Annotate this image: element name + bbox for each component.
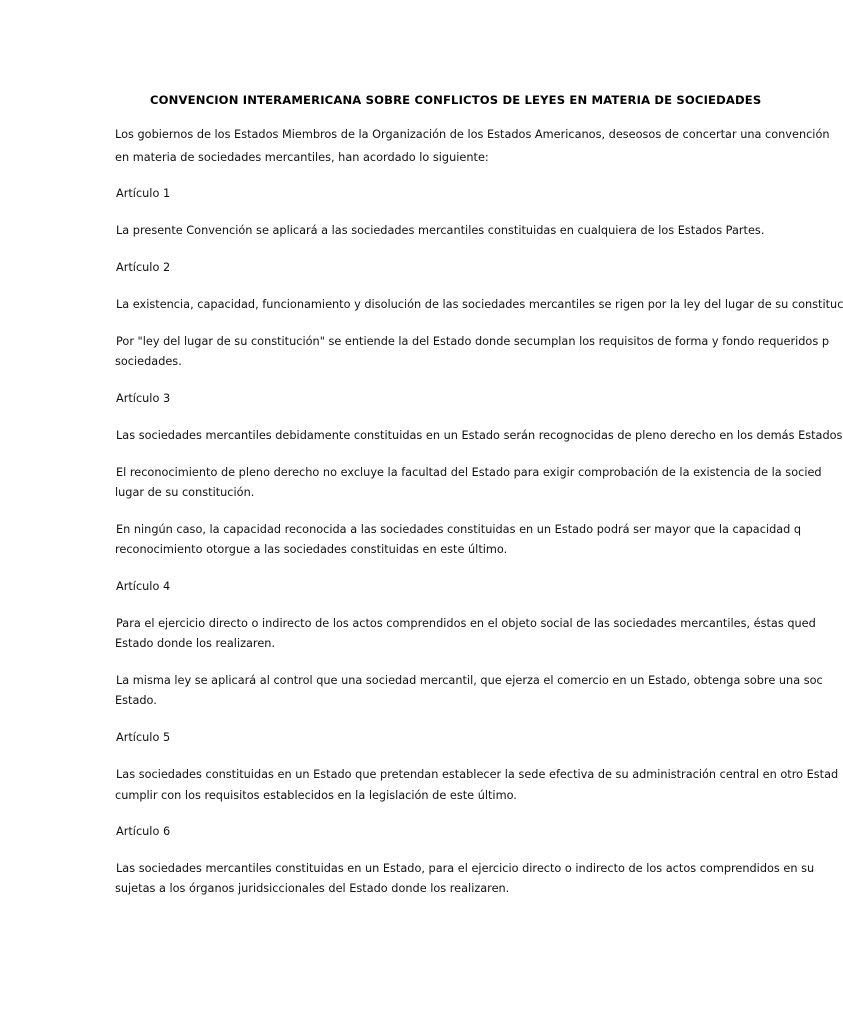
article-5-paragraph-line-1: Las sociedades constituidas en un Estado que pretendan establecer la sede efectiva de su administración central en otro Estad [116,768,839,781]
article-5-heading: Artículo 5 [116,731,171,744]
article-3-paragraph-2-line-2: lugar de su constitución. [115,486,255,499]
article-2-heading: Artículo 2 [116,261,171,274]
article-4-paragraph-2-line-2: Estado. [115,694,157,707]
article-2-paragraph-1: La existencia, capacidad, funcionamiento y disolución de las sociedades mercantiles se rigen por la ley del lugar de su constituc [116,298,843,311]
article-3-paragraph-1: Las sociedades mercantiles debidamente constituidas en un Estado serán recognocidas de pleno derecho en los demás Estados [116,429,843,442]
preamble-line-1: Los gobiernos de los Estados Miembros de la Organización de los Estados Americanos, deseosos de concertar una convención [115,128,830,141]
article-6-paragraph-line-1: Las sociedades mercantiles constituidas en un Estado, para el ejercicio directo o indirecto de los actos comprendidos en su [116,862,815,875]
article-1-heading: Artículo 1 [116,187,171,200]
article-3-paragraph-3-line-1: En ningún caso, la capacidad reconocida a las sociedades constituidas en un Estado podrá ser mayor que la capacidad q [116,523,802,536]
article-1-paragraph: La presente Convención se aplicará a las sociedades mercantiles constituidas en cualquiera de los Estados Partes. [116,224,765,237]
preamble-line-2: en materia de sociedades mercantiles, han acordado lo siguiente: [115,151,489,164]
article-3-heading: Artículo 3 [116,392,171,405]
article-5-paragraph-line-2: cumplir con los requisitos establecidos en la legislación de este último. [115,789,517,802]
article-4-paragraph-1-line-2: Estado donde los realizaren. [115,637,276,650]
article-2-paragraph-2-line-1: Por "ley del lugar de su constitución" se entiende la del Estado donde secumplan los requisitos de forma y fondo requeridos p [116,335,829,348]
article-2-paragraph-2-line-2: sociedades. [115,355,182,368]
article-6-paragraph-line-2: sujetas a los órganos juridsiccionales del Estado donde los realizaren. [115,882,510,895]
article-4-paragraph-1-line-1: Para el ejercicio directo o indirecto de los actos comprendidos en el objeto social de las sociedades mercantiles, éstas qued [116,617,816,630]
article-4-heading: Artículo 4 [116,580,171,593]
article-3-paragraph-2-line-1: El reconocimiento de pleno derecho no excluye la facultad del Estado para exigir comprobación de la existencia de la socied [116,466,822,479]
document-title: CONVENCION INTERAMERICANA SOBRE CONFLICTOS DE LEYES EN MATERIA DE SOCIEDADES [150,93,762,107]
article-6-heading: Artículo 6 [116,825,171,838]
article-3-paragraph-3-line-2: reconocimiento otorgue a las sociedades constituidas en este último. [115,543,508,556]
article-4-paragraph-2-line-1: La misma ley se aplicará al control que una sociedad mercantil, que ejerza el comercio en un Estado, obtenga sobre una soc [116,674,823,687]
